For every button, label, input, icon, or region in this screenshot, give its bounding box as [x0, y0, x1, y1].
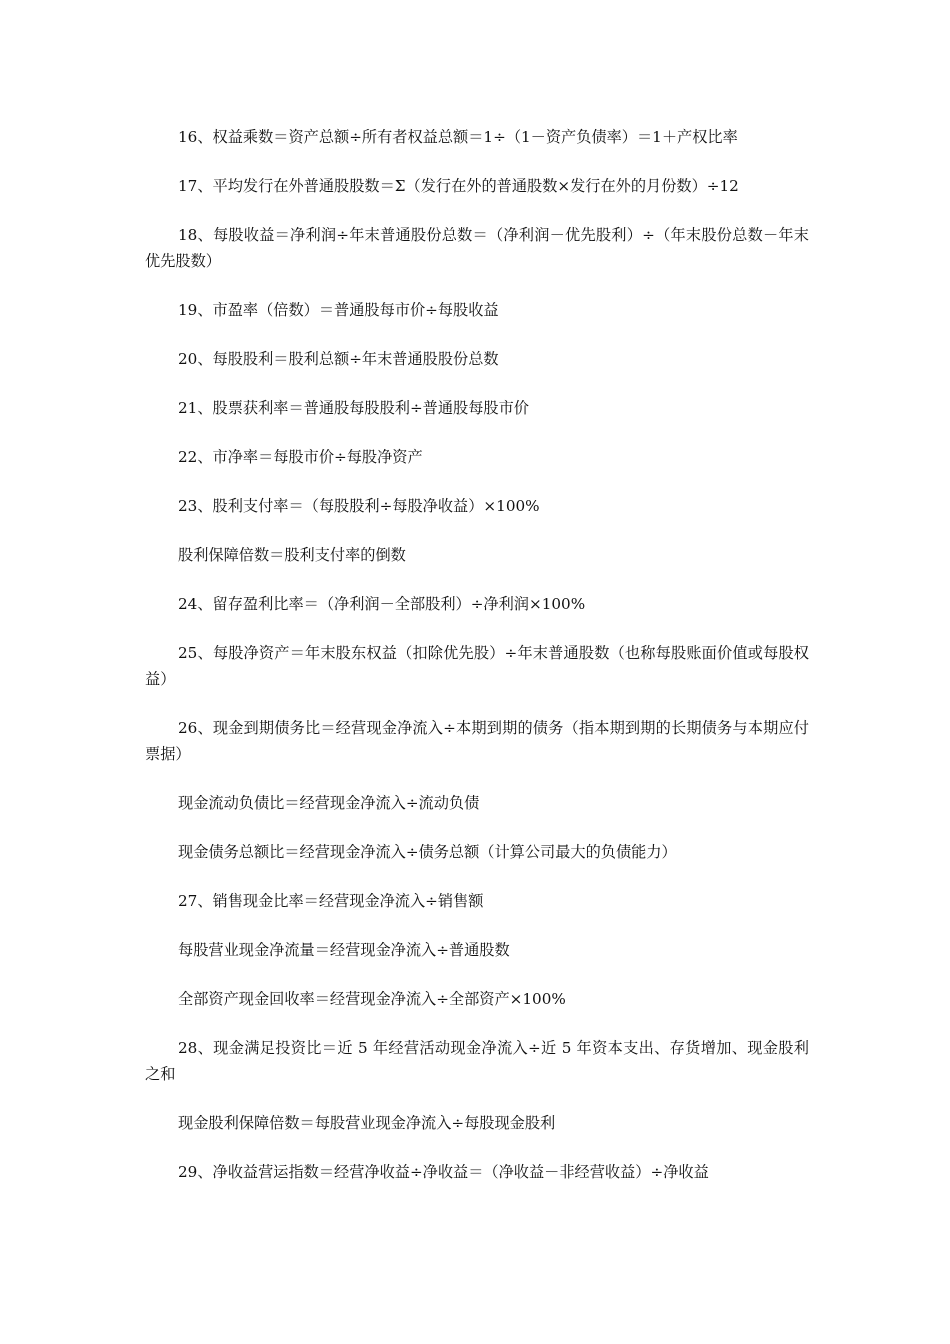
formula-paragraph: 22、市净率＝每股市价÷每股净资产 [178, 448, 423, 466]
formula-paragraph: 28、现金满足投资比＝近 5 年经营活动现金净流入÷近 5 年资本支出、存货增加、现金股利之和 [145, 1039, 809, 1083]
formula-paragraph: 20、每股股利＝股利总额÷年末普通股股份总数 [178, 350, 499, 368]
formula-paragraph: 17、平均发行在外普通股股数＝Σ（发行在外的普通股数×发行在外的月份数）÷12 [178, 177, 739, 195]
formula-paragraph: 21、股票获利率＝普通股每股股利÷普通股每股市价 [178, 399, 529, 417]
formula-paragraph: 18、每股收益＝净利润÷年末普通股份总数＝（净利润－优先股利）÷（年末股份总数－年末优先股数） [145, 226, 809, 270]
formula-paragraph: 19、市盈率（倍数）＝普通股每市价÷每股收益 [178, 301, 499, 319]
formula-paragraph: 股利保障倍数＝股利支付率的倒数 [178, 546, 406, 564]
formula-paragraph: 27、销售现金比率＝经营现金净流入÷销售额 [178, 892, 484, 910]
formula-paragraph: 现金股利保障倍数＝每股营业现金净流入÷每股现金股利 [178, 1114, 556, 1132]
formula-paragraph: 每股营业现金净流量＝经营现金净流入÷普通股数 [178, 941, 510, 959]
formula-paragraph: 26、现金到期债务比＝经营现金净流入÷本期到期的债务（指本期到期的长期债务与本期应付票据） [145, 719, 809, 763]
formula-paragraph: 29、净收益营运指数＝经营净收益÷净收益＝（净收益－非经营收益）÷净收益 [178, 1163, 709, 1181]
formula-paragraph: 现金流动负债比＝经营现金净流入÷流动负债 [178, 794, 480, 812]
formula-paragraph: 23、股利支付率＝（每股股利÷每股净收益）×100% [178, 497, 540, 515]
formula-paragraph: 16、权益乘数＝资产总额÷所有者权益总额＝1÷（1－资产负债率）＝1＋产权比率 [178, 128, 738, 146]
document-body [145, 124, 809, 1208]
formula-paragraph: 24、留存盈利比率＝（净利润－全部股利）÷净利润×100% [178, 595, 586, 613]
formula-paragraph: 全部资产现金回收率＝经营现金净流入÷全部资产×100% [178, 990, 566, 1008]
formula-paragraph: 现金债务总额比＝经营现金净流入÷债务总额（计算公司最大的负债能力） [178, 843, 677, 861]
formula-paragraph: 25、每股净资产＝年末股东权益（扣除优先股）÷年末普通股数（也称每股账面价值或每股权益） [145, 644, 809, 688]
